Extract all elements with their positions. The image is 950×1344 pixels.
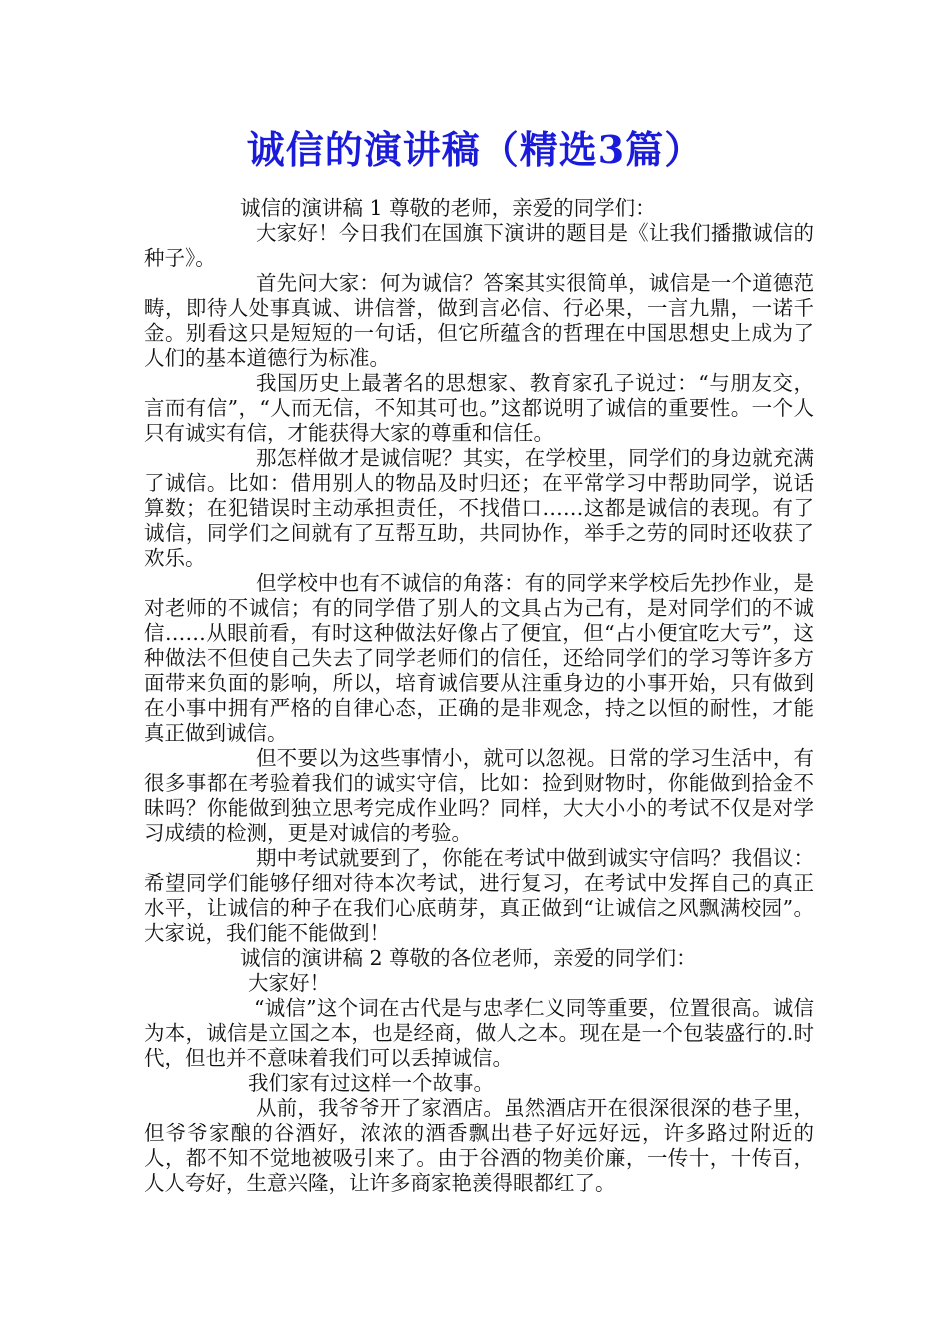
paragraph: 我国历史上最著名的思想家、教育家孔子说过：“与朋友交，言而有信”，“人而无信，不知其可也。”这都说明了诚信的重要性。一个人只有诚实有信，才能获得大家的尊重和信任。 xyxy=(144,371,814,445)
paragraph: 大家好！ xyxy=(248,971,330,995)
paragraph: “诚信”这个词在古代是与忠孝仁义同等重要，位置很高。诚信为本，诚信是立国之本，也是经商，做人之本。现在是一个包装盛行的.时代，但也并不意味着我们可以丢掉诚信。 xyxy=(144,996,814,1070)
paragraph: 首先问大家：何为诚信？答案其实很简单，诚信是一个道德范畴，即待人处事真诚、讲信誉，做到言必信、行必果，一言九鼎，一诺千金。别看这只是短短的一句话，但它所蕴含的哲理在中国思想史上成为了人们的基本道德行为标准。 xyxy=(144,271,814,370)
paragraph: 诚信的演讲稿 2 尊敬的各位老师，亲爱的同学们： xyxy=(240,946,697,970)
paragraph: 我们家有过这样一个故事。 xyxy=(248,1071,494,1095)
paragraph: 诚信的演讲稿 1 尊敬的老师，亲爱的同学们： xyxy=(240,196,656,220)
paragraph: 那怎样做才是诚信呢？其实，在学校里，同学们的身边就充满了诚信。比如：借用别人的物品及时归还；在平常学习中帮助同学，说话算数；在犯错误时主动承担责任，不找借口……这都是诚信的表现。有了诚信，同学们之间就有了互帮互助，共同协作，举手之劳的同时还收获了欢乐。 xyxy=(144,446,814,570)
paragraph: 但不要以为这些事情小，就可以忽视。日常的学习生活中，有很多事都在考验着我们的诚实守信，比如：捡到财物时，你能做到拾金不昧吗？你能做到独立思考完成作业吗？同样，大大小小的考试不仅是对学习成绩的检测，更是对诚信的考验。 xyxy=(144,746,814,845)
paragraph: 从前，我爷爷开了家酒店。虽然酒店开在很深很深的巷子里，但爷爷家酿的谷酒好，浓浓的酒香飘出巷子好远好远，许多路过附近的人，都不知不觉地被吸引来了。由于谷酒的物美价廉，一传十，十传百，人人夸好，生意兴隆，让许多商家艳羡得眼都红了。 xyxy=(144,1096,814,1195)
document-body xyxy=(144,196,814,1196)
document-title: 诚信的演讲稿（精选3篇） xyxy=(246,127,704,172)
paragraph: 期中考试就要到了，你能在考试中做到诚实守信吗？我倡议：希望同学们能够仔细对待本次考试，进行复习，在考试中发挥自己的真正水平，让诚信的种子在我们心底萌芽，真正做到“让诚信之风飘满校园”。大家说，我们能不能做到！ xyxy=(144,846,814,945)
paragraph: 大家好！今日我们在国旗下演讲的题目是《让我们播撒诚信的种子》。 xyxy=(144,221,814,270)
paragraph: 但学校中也有不诚信的角落：有的同学来学校后先抄作业，是对老师的不诚信；有的同学借了别人的文具占为己有，是对同学们的不诚信……从眼前看，有时这种做法好像占了便宜，但“占小便宜吃大亏”，这种做法不但使自己失去了同学老师们的信任，还给同学们的学习等许多方面带来负面的影响，所以，培育诚信要从注重身边的小事开始，只有做到在小事中拥有严格的自律心态，正确的是非观念，持之以恒的耐性，才能真正做到诚信。 xyxy=(144,571,814,745)
